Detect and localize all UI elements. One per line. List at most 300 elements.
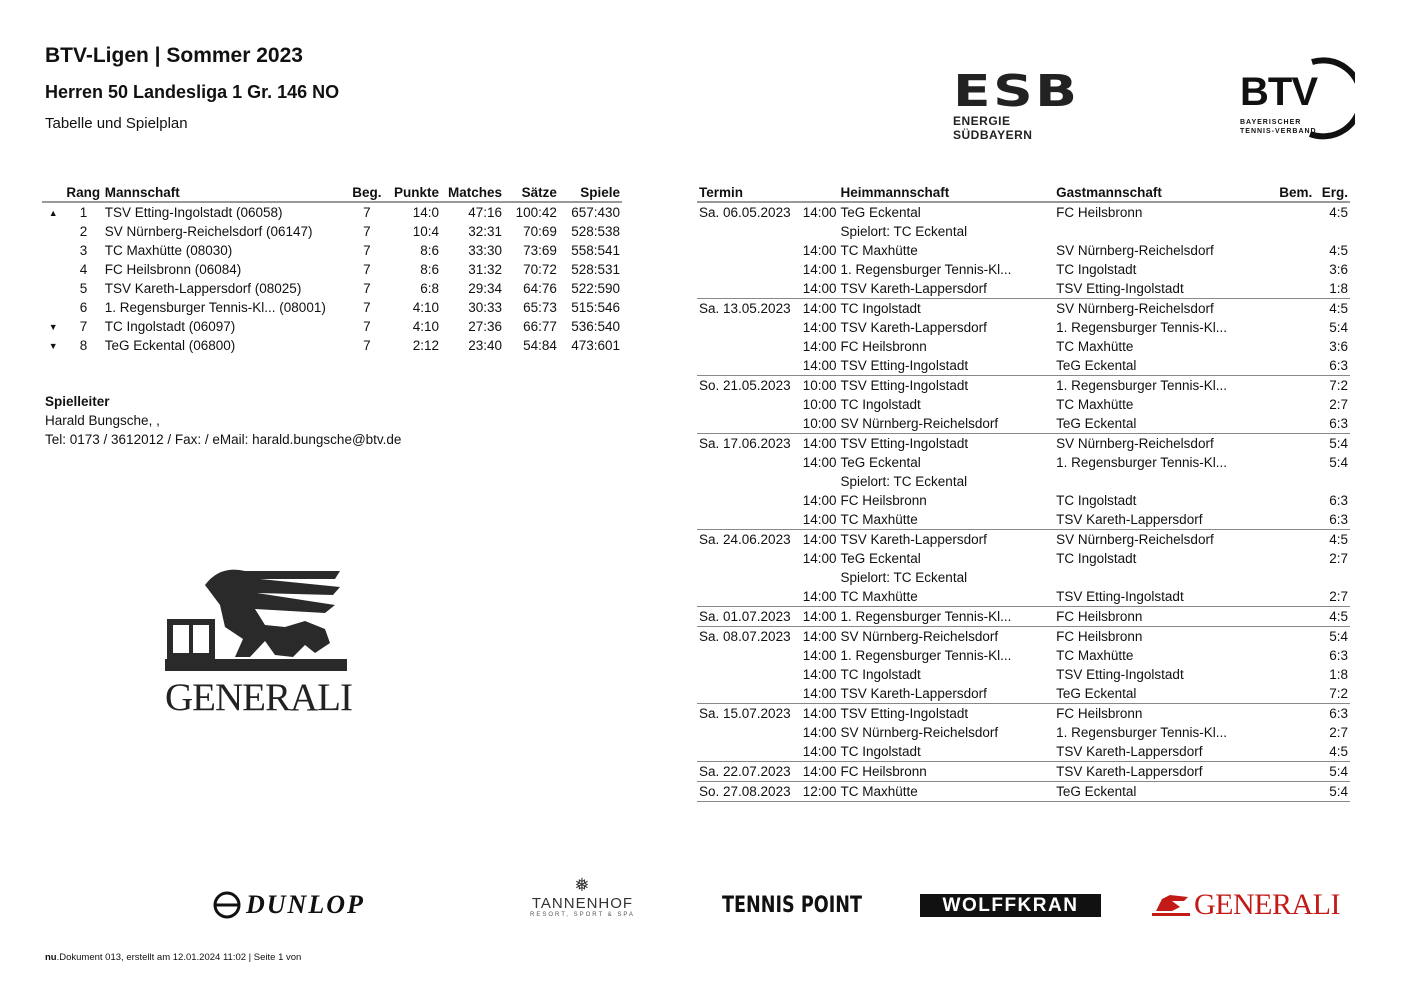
home-team-cell: Spielort: TC Eckental: [840, 474, 968, 489]
home-team-cell: FC Heilsbronn: [840, 493, 927, 508]
date-cell: Sa. 24.06.2023: [697, 530, 799, 550]
home-team-cell: 1. Regensburger Tennis-Kl...: [839, 607, 1055, 627]
time-cell: 14:00: [802, 320, 837, 335]
footer-text: .Dokument 013, erstellt am 12.01.2024 11:02 | Seite 1 von: [56, 952, 302, 963]
matches-cell: 23:40: [468, 338, 503, 353]
generali-logo-text: GENERALI: [165, 676, 352, 719]
bem-cell: [1257, 530, 1315, 550]
schedule-row: [697, 260, 1350, 279]
punkte-cell: 4:10: [412, 319, 440, 334]
date-cell: [697, 222, 799, 241]
esb-logo: [953, 66, 1093, 142]
date-cell: [697, 337, 799, 356]
pinecone-icon: ❅: [574, 875, 591, 895]
dunlop-logo-text: DUNLOP: [246, 890, 365, 919]
time-cell: 14:00: [802, 339, 837, 354]
time-cell: 14:00: [799, 434, 839, 454]
btv-sub-line-2: TENNIS-VERBAND: [1240, 128, 1317, 135]
lion-icon: [165, 565, 350, 675]
schedule-row: [697, 530, 1350, 550]
tannenhof-logo: [530, 875, 635, 918]
beg-cell: 7: [363, 262, 371, 277]
btv-sub-line-1: BAYERISCHER: [1240, 119, 1302, 126]
home-team-cell: TC Ingolstadt: [839, 299, 1055, 319]
tannenhof-logo-text: TANNENHOF: [531, 895, 634, 912]
bem-cell: [1257, 260, 1315, 279]
date-cell: Sa. 06.05.2023: [699, 205, 791, 220]
result-cell: 6:3: [1329, 648, 1348, 663]
time-cell: [799, 568, 839, 587]
punkte-cell: 2:12: [412, 338, 440, 353]
standings-row: [42, 260, 622, 279]
result-cell: 5:4: [1329, 320, 1348, 335]
guest-team-cell: SV Nürnberg-Reichelsdorf: [1054, 299, 1256, 319]
schedule-row: [697, 568, 1350, 587]
guest-team-cell: 1. Regensburger Tennis-Kl...: [1056, 725, 1227, 740]
schedule-row: [697, 395, 1350, 414]
matches-cell: 33:30: [468, 243, 503, 258]
guest-team-cell: [1054, 222, 1256, 241]
rang-cell: 5: [79, 281, 88, 296]
trend-icon: ▼: [48, 321, 58, 332]
standings-row: [42, 279, 622, 298]
matches-cell: 29:34: [468, 281, 503, 296]
bem-cell: [1257, 782, 1315, 802]
guest-team-cell: FC Heilsbronn: [1054, 607, 1256, 627]
date-cell: [697, 549, 799, 568]
result-cell: 5:4: [1314, 762, 1350, 782]
bem-cell: [1257, 472, 1315, 491]
home-team-cell: 1. Regensburger Tennis-Kl...: [840, 648, 1012, 663]
beg-cell: 7: [363, 338, 371, 353]
home-team-cell: TC Maxhütte: [839, 782, 1055, 802]
generali-lion-small-icon: [1150, 893, 1192, 917]
team-cell: FC Heilsbronn (06084): [104, 262, 242, 277]
date-cell: Sa. 17.06.2023: [697, 434, 799, 454]
col-bem: Bem.: [1257, 183, 1315, 202]
beg-cell: 7: [363, 281, 371, 296]
schedule-row: [697, 646, 1350, 665]
rang-cell: 7: [79, 319, 88, 334]
bem-cell: [1257, 491, 1315, 510]
team-cell: TSV Etting-Ingolstadt (06058): [104, 205, 283, 220]
schedule-header-row: [697, 183, 1350, 202]
bem-cell: [1257, 549, 1315, 568]
team-cell: 1. Regensburger Tennis-Kl... (08001): [104, 300, 326, 315]
tennis-point-logo: TENNIS POINT: [722, 892, 862, 918]
bem-cell: [1257, 646, 1315, 665]
rang-cell: 2: [79, 224, 88, 239]
result-cell: 7:2: [1329, 686, 1348, 701]
col-mannschaft: Mannschaft: [103, 183, 346, 202]
time-cell: 14:00: [802, 243, 837, 258]
dunlop-logo: [212, 885, 365, 925]
spiele-cell: 657:430: [571, 205, 620, 220]
date-cell: Sa. 15.07.2023: [697, 704, 799, 724]
schedule-row: [697, 549, 1350, 568]
bem-cell: [1257, 376, 1315, 396]
schedule-row: [697, 762, 1350, 782]
standings-row: [42, 202, 622, 222]
matches-cell: 27:36: [468, 319, 503, 334]
guest-team-cell: TSV Kareth-Lappersdorf: [1054, 762, 1256, 782]
result-cell: 3:6: [1329, 339, 1348, 354]
home-team-cell: TSV Kareth-Lappersdorf: [839, 530, 1055, 550]
home-team-cell: SV Nürnberg-Reichelsdorf: [840, 725, 999, 740]
result-cell: [1314, 472, 1350, 491]
standings-body: [42, 202, 622, 355]
col-matches: Matches: [441, 183, 504, 202]
bem-cell: [1257, 607, 1315, 627]
home-team-cell: TC Ingolstadt: [840, 397, 921, 412]
time-cell: 14:00: [799, 607, 839, 627]
document-footer: [45, 952, 301, 963]
schedule-row: [697, 318, 1350, 337]
time-cell: 14:00: [802, 648, 837, 663]
home-team-cell: TSV Etting-Ingolstadt: [839, 434, 1055, 454]
esb-logo-main: ESB: [953, 66, 1080, 117]
schedule-row: [697, 723, 1350, 742]
guest-team-cell: TSV Etting-Ingolstadt: [1056, 281, 1184, 296]
guest-team-cell: SV Nürnberg-Reichelsdorf: [1056, 243, 1214, 258]
beg-cell: 7: [363, 319, 371, 334]
schedule-body: [697, 202, 1350, 802]
result-cell: 4:5: [1314, 607, 1350, 627]
guest-team-cell: FC Heilsbronn: [1056, 205, 1143, 220]
bem-cell: [1257, 434, 1315, 454]
result-cell: 6:3: [1314, 704, 1350, 724]
home-team-cell: TSV Kareth-Lappersdorf: [840, 320, 987, 335]
result-cell: 2:7: [1329, 551, 1348, 566]
spiele-cell: 558:541: [571, 243, 620, 258]
schedule-row: [697, 684, 1350, 704]
home-team-cell: TSV Etting-Ingolstadt: [839, 704, 1055, 724]
date-cell: [697, 453, 799, 472]
home-team-cell: TSV Etting-Ingolstadt: [839, 376, 1055, 396]
rang-cell: 3: [79, 243, 88, 258]
date-cell: Sa. 01.07.2023: [697, 607, 799, 627]
col-rang: Rang: [64, 183, 102, 202]
home-team-cell: SV Nürnberg-Reichelsdorf: [840, 416, 999, 431]
spiele-cell: 528:531: [571, 262, 620, 277]
result-cell: 6:3: [1329, 358, 1348, 373]
spiele-cell: 515:546: [571, 300, 620, 315]
saetze-cell: 100:42: [515, 205, 557, 220]
result-cell: 4:5: [1329, 243, 1348, 258]
schedule-row: [697, 472, 1350, 491]
result-cell: 4:5: [1329, 744, 1348, 759]
col-spiele: Spiele: [559, 183, 622, 202]
result-cell: 2:7: [1329, 397, 1348, 412]
result-cell: 2:7: [1329, 589, 1348, 604]
date-cell: [697, 356, 799, 376]
guest-team-cell: TeG Eckental: [1056, 358, 1137, 373]
col-termin: Termin: [697, 183, 799, 202]
trend-icon: [42, 298, 64, 317]
guest-team-cell: FC Heilsbronn: [1054, 704, 1256, 724]
matches-cell: 31:32: [468, 262, 503, 277]
bem-cell: [1257, 742, 1315, 762]
guest-team-cell: FC Heilsbronn: [1054, 627, 1256, 647]
team-cell: TC Maxhütte (08030): [104, 243, 233, 258]
time-cell: 14:00: [802, 358, 837, 373]
bem-cell: [1257, 202, 1315, 222]
bem-cell: [1257, 568, 1315, 587]
result-cell: 5:4: [1329, 455, 1348, 470]
saetze-cell: 73:69: [523, 243, 557, 258]
beg-cell: 7: [363, 243, 371, 258]
guest-team-cell: SV Nürnberg-Reichelsdorf: [1054, 434, 1256, 454]
result-cell: 4:5: [1314, 299, 1350, 319]
home-team-cell: TSV Kareth-Lappersdorf: [840, 686, 987, 701]
home-team-cell: TC Maxhütte: [840, 589, 918, 604]
time-cell: 14:00: [802, 744, 837, 759]
saetze-cell: 64:76: [523, 281, 557, 296]
generali-lion-logo: [165, 565, 352, 719]
saetze-cell: 70:69: [523, 224, 557, 239]
guest-team-cell: TC Maxhütte: [1056, 648, 1134, 663]
bem-cell: [1257, 222, 1315, 241]
bem-cell: [1257, 704, 1315, 724]
date-cell: [697, 491, 799, 510]
schedule-row: [697, 434, 1350, 454]
date-cell: So. 27.08.2023: [697, 782, 799, 802]
team-cell: TeG Eckental (06800): [104, 338, 236, 353]
home-team-cell: TC Ingolstadt: [840, 744, 921, 759]
beg-cell: 7: [363, 224, 371, 239]
bem-cell: [1257, 299, 1315, 319]
date-cell: Sa. 13.05.2023: [697, 299, 799, 319]
schedule-row: [697, 299, 1350, 319]
saetze-cell: 70:72: [523, 262, 557, 277]
time-cell: 14:00: [799, 627, 839, 647]
date-cell: [697, 318, 799, 337]
col-gast: Gastmannschaft: [1054, 183, 1256, 202]
schedule-row: [697, 414, 1350, 434]
result-cell: 6:3: [1329, 512, 1348, 527]
dunlop-d-icon: [212, 890, 242, 920]
punkte-cell: 14:0: [412, 205, 440, 220]
trend-icon: [42, 241, 64, 260]
guest-team-cell: SV Nürnberg-Reichelsdorf: [1054, 530, 1256, 550]
time-cell: 14:00: [799, 704, 839, 724]
time-cell: [799, 472, 839, 491]
spielleiter-name: Harald Bungsche, ,: [45, 413, 160, 428]
home-team-cell: TC Ingolstadt: [840, 667, 921, 682]
schedule-row: [697, 453, 1350, 472]
home-team-cell: TSV Etting-Ingolstadt: [840, 358, 969, 373]
result-cell: 3:6: [1329, 262, 1348, 277]
time-cell: 14:00: [802, 281, 837, 296]
home-team-cell: Spielort: TC Eckental: [840, 570, 968, 585]
col-time: [799, 183, 839, 202]
saetze-cell: 65:73: [523, 300, 557, 315]
guest-team-cell: TSV Etting-Ingolstadt: [1056, 667, 1184, 682]
home-team-cell: TC Maxhütte: [840, 243, 918, 258]
schedule-row: [697, 627, 1350, 647]
standings-row: [42, 336, 622, 355]
home-team-cell: FC Heilsbronn: [839, 762, 1055, 782]
bem-cell: [1257, 587, 1315, 607]
bem-cell: [1257, 453, 1315, 472]
trend-icon: [42, 222, 64, 241]
schedule-row: [697, 742, 1350, 762]
schedule-table: [697, 183, 1350, 802]
guest-team-cell: 1. Regensburger Tennis-Kl...: [1056, 320, 1227, 335]
schedule-row: [697, 587, 1350, 607]
home-team-cell: FC Heilsbronn: [840, 339, 927, 354]
punkte-cell: 8:6: [420, 243, 440, 258]
time-cell: 14:00: [799, 530, 839, 550]
result-cell: 1:8: [1329, 667, 1348, 682]
home-team-cell: TC Maxhütte: [840, 512, 918, 527]
result-cell: 1:8: [1329, 281, 1348, 296]
rang-cell: 4: [79, 262, 88, 277]
matches-cell: 47:16: [468, 205, 503, 220]
guest-team-cell: TeG Eckental: [1054, 782, 1256, 802]
footer-brand: nu: [45, 952, 57, 963]
home-team-cell: TSV Kareth-Lappersdorf: [840, 281, 987, 296]
bem-cell: [1257, 510, 1315, 530]
spielleiter-title: Spielleiter: [45, 394, 110, 409]
date-cell: [697, 646, 799, 665]
guest-team-cell: TC Maxhütte: [1056, 397, 1134, 412]
time-cell: [799, 222, 839, 241]
bem-cell: [1257, 279, 1315, 299]
standings-row: [42, 222, 622, 241]
home-team-cell: TeG Eckental: [840, 205, 921, 220]
spiele-cell: 522:590: [571, 281, 620, 296]
date-cell: Sa. 08.07.2023: [697, 627, 799, 647]
home-team-cell: TeG Eckental: [840, 455, 921, 470]
date-cell: [697, 472, 799, 491]
date-cell: [697, 742, 799, 762]
schedule-row: [697, 510, 1350, 530]
result-cell: 5:4: [1314, 782, 1350, 802]
schedule-row: [697, 704, 1350, 724]
guest-team-cell: TSV Kareth-Lappersdorf: [1056, 744, 1203, 759]
guest-team-cell: [1054, 568, 1256, 587]
guest-team-cell: TC Ingolstadt: [1056, 262, 1137, 277]
saetze-cell: 66:77: [523, 319, 557, 334]
rang-cell: 8: [79, 338, 88, 353]
esb-logo-sub: ENERGIE SÜDBAYERN: [953, 114, 1033, 142]
result-cell: 6:3: [1329, 416, 1348, 431]
bem-cell: [1257, 665, 1315, 684]
time-cell: 14:00: [802, 686, 837, 701]
trend-icon: ▲: [48, 207, 58, 218]
page-subtitle: Tabelle und Spielplan: [45, 115, 188, 132]
guest-team-cell: TC Ingolstadt: [1056, 493, 1137, 508]
generali-small-logo: [1150, 885, 1340, 925]
date-cell: [697, 279, 799, 299]
guest-team-cell: TC Ingolstadt: [1056, 551, 1137, 566]
rang-cell: 6: [79, 300, 88, 315]
bem-cell: [1257, 337, 1315, 356]
bem-cell: [1257, 762, 1315, 782]
standings-row: [42, 317, 622, 336]
result-cell: 5:4: [1314, 627, 1350, 647]
date-cell: So. 21.05.2023: [697, 376, 799, 396]
trend-icon: [42, 260, 64, 279]
time-cell: 10:00: [802, 416, 837, 431]
standings-row: [42, 241, 622, 260]
guest-team-cell: TSV Kareth-Lappersdorf: [1056, 512, 1203, 527]
bem-cell: [1257, 241, 1315, 260]
date-cell: [697, 665, 799, 684]
result-cell: 4:5: [1314, 530, 1350, 550]
punkte-cell: 8:6: [420, 262, 440, 277]
spiele-cell: 473:601: [571, 338, 620, 353]
col-punkte: Punkte: [388, 183, 441, 202]
spielleiter-contact: Tel: 0173 / 3612012 / Fax: / eMail: harald.bungsche@btv.de: [45, 432, 402, 447]
bem-cell: [1257, 627, 1315, 647]
date-cell: [697, 260, 799, 279]
col-erg: Erg.: [1314, 183, 1350, 202]
result-cell: 4:5: [1329, 205, 1348, 220]
time-cell: 14:00: [799, 762, 839, 782]
bem-cell: [1257, 414, 1315, 434]
time-cell: 14:00: [799, 299, 839, 319]
guest-team-cell: TC Maxhütte: [1056, 339, 1134, 354]
generali-small-text: GENERALI: [1194, 888, 1340, 921]
schedule-row: [697, 222, 1350, 241]
time-cell: 14:00: [802, 455, 837, 470]
guest-team-cell: 1. Regensburger Tennis-Kl...: [1056, 455, 1227, 470]
schedule-row: [697, 279, 1350, 299]
result-cell: [1314, 568, 1350, 587]
punkte-cell: 6:8: [420, 281, 440, 296]
home-team-cell: Spielort: TC Eckental: [840, 224, 968, 239]
schedule-row: [697, 241, 1350, 260]
time-cell: 14:00: [802, 262, 837, 277]
schedule-row: [697, 665, 1350, 684]
time-cell: 14:00: [802, 667, 837, 682]
page-title: BTV-Ligen | Sommer 2023: [45, 44, 303, 67]
bem-cell: [1257, 723, 1315, 742]
result-cell: 5:4: [1314, 434, 1350, 454]
result-cell: 6:3: [1329, 493, 1348, 508]
schedule-row: [697, 356, 1350, 376]
spiele-cell: 536:540: [571, 319, 620, 334]
spiele-cell: 528:538: [571, 224, 620, 239]
wolffkran-logo: WOLFFKRAN: [920, 894, 1101, 917]
standings-table: [42, 183, 622, 355]
punkte-cell: 4:10: [412, 300, 440, 315]
punkte-cell: 10:4: [412, 224, 440, 239]
matches-cell: 32:31: [468, 224, 503, 239]
tannenhof-logo-sub: RESORT, SPORT & SPA: [530, 912, 635, 918]
home-team-cell: SV Nürnberg-Reichelsdorf: [839, 627, 1055, 647]
beg-cell: 7: [363, 300, 371, 315]
guest-team-cell: TeG Eckental: [1056, 686, 1137, 701]
time-cell: 14:00: [802, 589, 837, 604]
schedule-row: [697, 337, 1350, 356]
saetze-cell: 54:84: [523, 338, 557, 353]
standings-row: [42, 298, 622, 317]
schedule-row: [697, 202, 1350, 222]
result-cell: 2:7: [1329, 725, 1348, 740]
time-cell: 14:00: [802, 512, 837, 527]
rang-cell: 1: [79, 205, 88, 220]
date-cell: [697, 568, 799, 587]
home-team-cell: TeG Eckental: [840, 551, 921, 566]
result-cell: 7:2: [1314, 376, 1350, 396]
date-cell: [697, 587, 799, 607]
team-cell: TC Ingolstadt (06097): [104, 319, 236, 334]
trend-icon: [42, 279, 64, 298]
btv-logo-sub: [1240, 118, 1317, 136]
